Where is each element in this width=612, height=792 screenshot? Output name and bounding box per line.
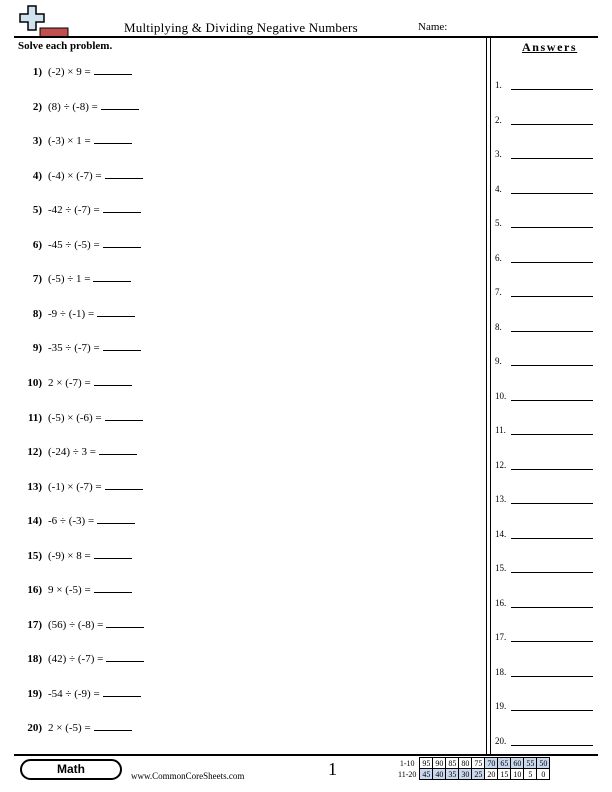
problem-number: 14) xyxy=(27,515,42,528)
answer-blank[interactable] xyxy=(101,99,139,110)
problem-expression: (-3) × 1 = xyxy=(48,135,91,148)
answer-blank[interactable] xyxy=(103,340,141,351)
answer-line[interactable] xyxy=(511,124,593,125)
problem-number: 4) xyxy=(32,169,42,182)
problem-item xyxy=(18,479,143,493)
problem-number: 9) xyxy=(32,342,42,355)
problem-item xyxy=(18,651,144,665)
answers-title: Answers xyxy=(522,40,578,54)
answer-label: 8. xyxy=(495,321,502,332)
column-divider xyxy=(490,36,491,754)
problem-expression: (-9) × 8 = xyxy=(48,549,91,562)
score-cell: 15 xyxy=(498,769,511,780)
answer-blank[interactable] xyxy=(103,686,141,697)
answer-line[interactable] xyxy=(511,745,593,746)
answer-blank[interactable] xyxy=(105,410,143,421)
problem-number: 10) xyxy=(27,376,42,389)
problem-number: 6) xyxy=(32,238,42,251)
score-row xyxy=(396,769,550,780)
answer-line[interactable] xyxy=(511,607,593,608)
score-cell: 55 xyxy=(524,758,537,769)
problem-expression: -35 ÷ (-7) = xyxy=(48,342,100,355)
answer-blank[interactable] xyxy=(94,720,132,731)
score-cell: 20 xyxy=(485,769,498,780)
score-cell: 35 xyxy=(446,769,459,780)
score-cell: 10 xyxy=(511,769,524,780)
answer-blank[interactable] xyxy=(94,375,132,386)
answer-item xyxy=(495,736,595,746)
score-cell: 95 xyxy=(420,758,433,769)
problem-item xyxy=(18,410,143,424)
answer-blank[interactable] xyxy=(106,651,144,662)
problem-expression: -6 ÷ (-3) = xyxy=(48,515,95,528)
answer-label: 17. xyxy=(495,632,507,642)
answer-blank[interactable] xyxy=(103,202,141,213)
answer-item xyxy=(495,287,595,297)
problem-item xyxy=(18,444,137,458)
answer-label: 9. xyxy=(495,356,502,366)
answer-label: 3. xyxy=(495,149,502,159)
problem-item xyxy=(18,548,132,562)
problem-expression: 2 × (-7) = xyxy=(48,376,91,389)
answer-blank[interactable] xyxy=(94,64,132,75)
answer-line[interactable] xyxy=(511,331,593,332)
answer-line[interactable] xyxy=(511,262,593,263)
answer-line[interactable] xyxy=(511,434,593,435)
answer-line[interactable] xyxy=(511,365,593,366)
problem-number: 18) xyxy=(27,653,42,666)
footer-divider xyxy=(14,754,598,756)
problem-item xyxy=(18,582,132,596)
answer-label: 2. xyxy=(495,114,502,125)
answer-blank[interactable] xyxy=(105,168,143,179)
problem-expression: 2 × (-5) = xyxy=(48,722,91,735)
problem-number: 16) xyxy=(27,584,42,597)
answer-label: 4. xyxy=(495,183,502,194)
problem-item xyxy=(18,617,144,631)
score-cell: 65 xyxy=(498,758,511,769)
answer-blank[interactable] xyxy=(103,237,141,248)
problem-expression: -42 ÷ (-7) = xyxy=(48,204,100,217)
problem-item xyxy=(18,686,141,700)
score-cell: 80 xyxy=(459,758,472,769)
problem-number: 19) xyxy=(27,687,42,700)
answer-label: 5. xyxy=(495,218,502,228)
header-divider xyxy=(14,36,598,38)
answer-item xyxy=(495,356,595,366)
answer-label: 11. xyxy=(495,425,506,435)
answer-item xyxy=(495,494,595,504)
answer-blank[interactable] xyxy=(93,271,131,282)
answer-label: 10. xyxy=(495,390,507,401)
answer-label: 15. xyxy=(495,563,507,573)
score-cell: 30 xyxy=(459,769,472,780)
answer-item xyxy=(495,701,595,711)
problem-expression: (-1) × (-7) = xyxy=(48,480,102,493)
answer-line[interactable] xyxy=(511,676,593,677)
score-cell: 45 xyxy=(420,769,433,780)
problem-number: 2) xyxy=(32,100,42,113)
problem-number: 11) xyxy=(27,411,42,424)
answer-line[interactable] xyxy=(511,469,593,470)
answer-line[interactable] xyxy=(511,400,593,401)
score-row xyxy=(396,758,550,769)
website-url: www.CommonCoreSheets.com xyxy=(131,771,245,781)
problem-item xyxy=(18,720,132,734)
problem-expression: (42) ÷ (-7) = xyxy=(48,653,104,666)
problem-number: 15) xyxy=(27,549,42,562)
problem-item xyxy=(18,64,132,78)
problem-expression: -9 ÷ (-1) = xyxy=(48,307,95,320)
answer-blank[interactable] xyxy=(94,582,132,593)
problem-number: 12) xyxy=(27,446,42,459)
answer-line[interactable] xyxy=(511,158,593,159)
score-cell: 75 xyxy=(472,758,485,769)
answer-item xyxy=(495,632,595,642)
problem-expression: (-24) ÷ 3 = xyxy=(48,446,96,459)
answer-label: 16. xyxy=(495,597,507,608)
score-cell: 90 xyxy=(433,758,446,769)
problem-number: 3) xyxy=(32,135,42,148)
answer-label: 19. xyxy=(495,701,507,711)
score-table xyxy=(396,757,550,780)
problem-item xyxy=(18,513,135,527)
subject-badge: Math xyxy=(20,759,122,780)
answer-item xyxy=(495,184,595,194)
answer-line[interactable] xyxy=(511,572,593,573)
problem-number: 13) xyxy=(27,480,42,493)
math-logo-icon xyxy=(14,4,72,38)
score-cell: 40 xyxy=(433,769,446,780)
score-cell: 60 xyxy=(511,758,524,769)
answer-line[interactable] xyxy=(511,227,593,228)
problem-expression: -45 ÷ (-5) = xyxy=(48,238,100,251)
score-cell: 85 xyxy=(446,758,459,769)
problem-expression: 9 × (-5) = xyxy=(48,584,91,597)
problem-expression: -54 ÷ (-9) = xyxy=(48,687,100,700)
answer-line[interactable] xyxy=(511,89,593,90)
answer-blank[interactable] xyxy=(99,444,137,455)
problem-expression: (8) ÷ (-8) = xyxy=(48,100,98,113)
score-cell: 25 xyxy=(472,769,485,780)
score-cell: 5 xyxy=(524,769,537,780)
problem-item xyxy=(18,271,131,285)
page-title: Multiplying & Dividing Negative Numbers xyxy=(124,20,358,35)
problem-item xyxy=(18,375,132,389)
problem-number: 17) xyxy=(27,618,42,631)
answer-item xyxy=(495,529,595,539)
answer-label: 18. xyxy=(495,666,507,677)
answer-item xyxy=(495,667,595,677)
problem-item xyxy=(18,306,135,320)
answer-blank[interactable] xyxy=(97,513,135,524)
answer-item xyxy=(495,598,595,608)
answer-blank[interactable] xyxy=(94,133,132,144)
answer-label: 12. xyxy=(495,459,507,470)
score-cell: 0 xyxy=(537,769,550,780)
problem-number: 7) xyxy=(32,273,42,286)
problem-item xyxy=(18,168,143,182)
problem-number: 5) xyxy=(32,204,42,217)
problem-item xyxy=(18,202,141,216)
answer-label: 20. xyxy=(495,735,507,746)
answer-item xyxy=(495,391,595,401)
problem-expression: (-2) × 9 = xyxy=(48,66,91,78)
score-cell: 50 xyxy=(537,758,550,769)
problem-item xyxy=(18,237,141,251)
answer-blank[interactable] xyxy=(106,617,144,628)
answer-item xyxy=(495,253,595,263)
answer-line[interactable] xyxy=(511,296,593,297)
answer-label: 14. xyxy=(495,528,507,539)
answer-item xyxy=(495,115,595,125)
problem-expression: (-4) × (-7) = xyxy=(48,169,102,182)
problem-expression: (-5) ÷ 1 = xyxy=(48,273,91,286)
answer-blank[interactable] xyxy=(105,479,143,490)
instructions: Solve each problem. xyxy=(18,40,113,52)
answer-item xyxy=(495,563,595,573)
name-label: Name: xyxy=(418,21,448,33)
score-cell: 70 xyxy=(485,758,498,769)
answer-line[interactable] xyxy=(511,538,593,539)
problem-item xyxy=(18,133,132,147)
page-number: 1 xyxy=(328,759,337,779)
answer-blank[interactable] xyxy=(97,306,135,317)
answer-label: 1. xyxy=(495,80,502,90)
answer-label: 13. xyxy=(495,494,507,504)
answer-item xyxy=(495,218,595,228)
answer-item xyxy=(495,425,595,435)
score-range-label: 11-20 xyxy=(398,769,417,779)
answer-line[interactable] xyxy=(511,641,593,642)
answer-blank[interactable] xyxy=(94,548,132,559)
problem-expression: (-5) × (-6) = xyxy=(48,411,102,424)
answer-item xyxy=(495,322,595,332)
answer-label: 7. xyxy=(495,287,502,297)
problem-number: 20) xyxy=(27,722,42,735)
problem-expression: (56) ÷ (-8) = xyxy=(48,618,104,631)
problem-item xyxy=(18,340,141,354)
problem-item xyxy=(18,99,139,113)
answer-line[interactable] xyxy=(511,503,593,504)
column-divider xyxy=(486,36,487,754)
score-range-label: 1-10 xyxy=(399,758,415,768)
problem-number: 1) xyxy=(32,66,42,78)
answer-line[interactable] xyxy=(511,710,593,711)
answer-line[interactable] xyxy=(511,193,593,194)
answer-label: 6. xyxy=(495,252,502,263)
answer-item xyxy=(495,460,595,470)
problem-number: 8) xyxy=(32,307,42,320)
answer-item xyxy=(495,80,595,90)
answer-item xyxy=(495,149,595,159)
